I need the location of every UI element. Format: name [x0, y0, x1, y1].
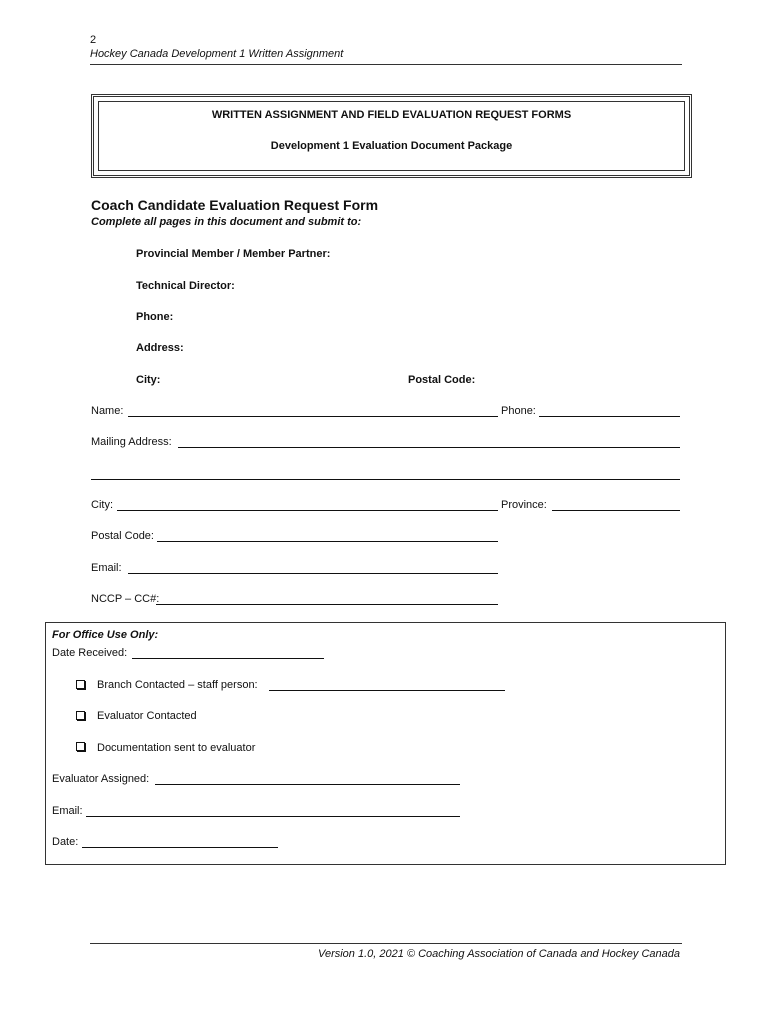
province-field[interactable]: [552, 510, 680, 511]
submit-postal-code-label: Postal Code:: [408, 374, 476, 386]
staff-person-field[interactable]: [269, 690, 505, 691]
email-field[interactable]: [128, 573, 498, 574]
evaluator-contacted-checkbox[interactable]: [76, 711, 85, 720]
office-date-label: Date:: [52, 836, 79, 848]
footer-text: Version 1.0, 2021 © Coaching Association of Canada and Hockey Canada: [318, 948, 680, 960]
office-use-title: For Office Use Only:: [52, 629, 159, 641]
mailing-address-field-2[interactable]: [91, 479, 680, 480]
branch-contacted-checkbox[interactable]: [76, 680, 85, 689]
submit-phone-label: Phone:: [136, 311, 174, 323]
province-label: Province:: [501, 499, 547, 511]
city-label: City:: [91, 499, 113, 511]
date-received-label: Date Received:: [52, 647, 128, 659]
postal-code-field[interactable]: [157, 541, 498, 542]
phone-field[interactable]: [539, 416, 680, 417]
mailing-address-label: Mailing Address:: [91, 436, 172, 448]
form-subtitle: Complete all pages in this document and submit to:: [91, 216, 362, 228]
phone-label: Phone:: [501, 405, 536, 417]
document-title: Hockey Canada Development 1 Written Assignment: [90, 48, 344, 60]
city-field[interactable]: [117, 510, 498, 511]
documentation-sent-label: Documentation sent to evaluator: [97, 742, 256, 754]
branch-contacted-label: Branch Contacted – staff person:: [97, 679, 258, 691]
title-box-subheading: Development 1 Evaluation Document Package: [270, 140, 513, 152]
postal-code-label: Postal Code:: [91, 530, 154, 542]
email-label: Email:: [91, 562, 122, 574]
title-box-heading: WRITTEN ASSIGNMENT AND FIELD EVALUATION REQUEST FORMS: [211, 109, 572, 121]
nccp-label: NCCP – CC#:: [91, 593, 160, 605]
office-email-label: Email:: [52, 805, 83, 817]
page-number: 2: [90, 34, 97, 46]
nccp-field[interactable]: [156, 604, 498, 605]
date-received-field[interactable]: [132, 658, 324, 659]
submit-city-label: City:: [136, 374, 161, 386]
documentation-sent-checkbox[interactable]: [76, 742, 85, 751]
office-date-field[interactable]: [82, 847, 278, 848]
header-rule: [90, 64, 682, 65]
technical-director-label: Technical Director:: [136, 280, 235, 292]
form-title: Coach Candidate Evaluation Request Form: [91, 197, 379, 213]
evaluator-assigned-label: Evaluator Assigned:: [52, 773, 150, 785]
mailing-address-field[interactable]: [178, 447, 680, 448]
name-field[interactable]: [128, 416, 498, 417]
provincial-member-label: Provincial Member / Member Partner:: [136, 248, 331, 260]
footer-rule: [90, 943, 682, 944]
evaluator-assigned-field[interactable]: [155, 784, 460, 785]
submit-address-label: Address:: [136, 342, 184, 354]
office-email-field[interactable]: [86, 816, 460, 817]
evaluator-contacted-label: Evaluator Contacted: [97, 710, 197, 722]
title-box: [91, 94, 692, 178]
name-label: Name:: [91, 405, 124, 417]
